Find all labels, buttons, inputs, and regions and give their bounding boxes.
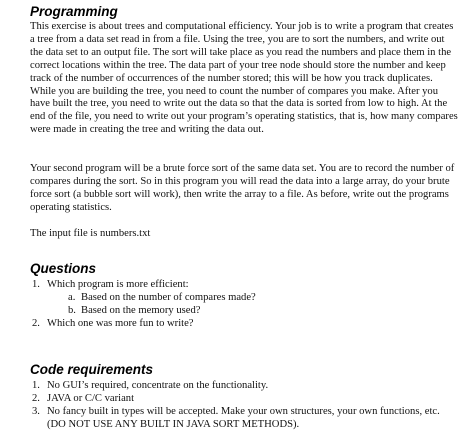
subitem-letter: a.	[68, 291, 76, 303]
requirement-item-1	[30, 380, 460, 393]
code-requirements-heading: Code requirements	[30, 362, 154, 377]
requirement-item-2	[30, 393, 460, 406]
question-text: Which program is more efficient:	[47, 279, 189, 290]
question-subitem-b	[30, 305, 460, 318]
requirement-text: JAVA or C/C variant	[47, 392, 135, 404]
requirement-item-3	[30, 406, 460, 432]
questions-list	[30, 279, 460, 331]
question-subitem-a	[30, 292, 460, 305]
requirement-text: No GUI’s required, concentrate on the functionality.	[47, 380, 269, 391]
question-item-2	[30, 318, 460, 331]
questions-heading: Questions	[30, 261, 97, 276]
question-item-1	[30, 279, 460, 318]
input-file-note: The input file is numbers.txt	[30, 228, 151, 239]
question-text: Which one was more fun to write?	[47, 317, 194, 329]
programming-heading: Programming	[30, 4, 118, 19]
question-sublist	[30, 292, 460, 318]
requirement-number: 1.	[32, 380, 40, 391]
requirement-number: 3.	[32, 405, 40, 417]
requirement-number: 2.	[32, 392, 40, 404]
question-number: 2.	[32, 317, 40, 329]
programming-paragraph-2: Your second program will be a brute force sort of the same data set. You are to record the number of compares during the sort. So in this program you will read the data into a large array, do your brute force sort (a bubble sort will work), then write the array to a file. As before, write out the programs operating statistics.	[30, 163, 455, 213]
subitem-text: Based on the memory used?	[81, 304, 201, 316]
question-number: 1.	[32, 279, 40, 290]
code-requirements-list	[30, 380, 460, 432]
subitem-letter: b.	[68, 304, 76, 316]
programming-paragraph-1: This exercise is about trees and computational efficiency. Your job is to write a program that creates a tree from a data set read in from a file. Using the tree, you are to sort the numbers, and write out the data set to an output file. The sort will take place as you read the numbers and place them in the correct locations within the tree. The data part of your tree node should store the number and keep track of the number of occurrences of the number stored; this will be how you track duplicates. While you are building the tree, you need to count the number of compares you make. After you have built the tree, you need to write out the data so that the data is sorted from low to high. At the end of the file, you need to write out your program’s operating statistics, that is, how many compares were made in creating the tree and writing the data out.	[30, 21, 458, 136]
subitem-text: Based on the number of compares made?	[81, 291, 256, 303]
requirement-text: No fancy built in types will be accepted. Make your own structures, your own functions, etc. (DO NOT USE ANY BUILT IN JAVA SORT METHODS).	[47, 405, 440, 430]
